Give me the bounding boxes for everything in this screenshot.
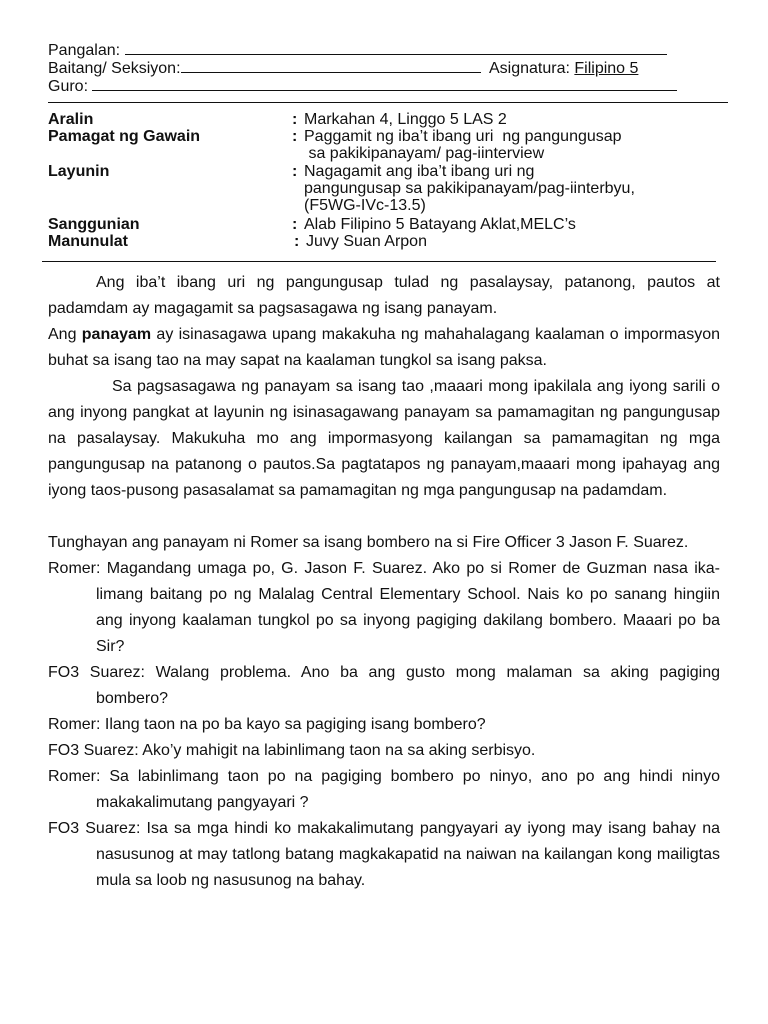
spacer [48,504,720,530]
pamagat-label: Pamagat ng Gawain [48,128,201,145]
colon: : [292,216,298,233]
grade-section-label: Baitang/ Seksiyon: [48,60,181,77]
manunulat-label: Manunulat [48,233,128,250]
manunulat-value: Juvy Suan Arpon [306,233,427,250]
dialogue-line: Romer: Magandang umaga po, G. Jason F. Suarez. Ako po si Romer de Guzman nasa ika-limang baitang po ng Malalag Central Elementary School. Nais ko po sanang hingiin ang inyong kaalaman tungkol po sa inyong pagiging dakilang bombero. Maaari po ba Sir? [48,560,720,655]
name-field-row [48,40,698,60]
dialogue-line: FO3 Suarez: Isa sa mga hindi ko makakalimutang pangyayari ay iyong may isang bahay na nasusunog at may tatlong batang magkakapatid na naiwan na kailangan kong mailigtas mula sa loob ng nasusunog na bahay. [48,820,720,889]
header-divider-bottom [42,261,716,262]
dialogue-line: FO3 Suarez: Ako’y mahigit na labinlimang taon na sa aking serbisyo. [48,742,536,759]
paragraph-intro: Ang iba’t ibang uri ng pangungusap tulad ng pasalaysay, patanong, pautos at padamdam ay magagamit sa pagsasagawa ng isang panayam. [48,274,720,317]
name-blank-line[interactable] [125,40,667,55]
teacher-label: Guro: [48,78,89,95]
teacher-field-row [48,76,698,96]
colon: : [292,128,298,145]
grade-section-blank-line[interactable] [181,58,481,73]
colon: : [292,111,298,128]
paragraph-interview-intro: Tunghayan ang panayam ni Romer sa isang bombero na si Fire Officer 3 Jason F. Suarez. [48,534,689,551]
aralin-value: Markahan 4, Linggo 5 LAS 2 [304,111,507,128]
aralin-label: Aralin [48,111,94,128]
layunin-label: Layunin [48,163,110,180]
teacher-blank-line[interactable] [92,76,677,91]
panayam-definition-text: ay isinasagawa upang makakuha ng mahahalagang kaalaman o impormasyon buhat sa isang tao na may sapat na kaalaman tungkol sa isang paksa. [48,326,720,369]
pamagat-value: Paggamit ng iba’t ibang uri ng pangungusap sa pakikipanayam/ pag-iinterview [304,128,622,162]
name-label: Pangalan: [48,42,121,59]
panayam-prefix: Ang [48,326,82,343]
colon: : [292,163,298,180]
dialogue-line: FO3 Suarez: Walang problema. Ano ba ang gusto mong malaman sa aking pagiging bombero? [48,664,720,707]
sanggunian-label: Sanggunian [48,216,140,233]
paragraph-panayam-definition [48,322,720,374]
sanggunian-value: Alab Filipino 5 Batayang Aklat,MELC’s [304,216,576,233]
subject-value: Filipino 5 [574,60,639,77]
paragraph-interview-steps: Sa pagsasagawa ng panayam sa isang tao ,maaari mong ipakilala ang iyong sarili o ang inyong pangkat at layunin ng isinasagawang panayam sa pamamagitan ng pangungusap na pasalaysay. Makukuha mo ang impormasyong kailangan sa pamamagitan ng mga pangungusap na patanong o pautos.Sa pagtatapos ng panayam,maaari mong ipahayag ang iyong taos-pusong pasasalamat sa pamamagitan ng mga pangungusap na padamdam. [48,378,720,499]
subject-label: Asignatura: [488,60,570,77]
dialogue-line: Romer: Ilang taon na po ba kayo sa pagiging isang bombero? [48,716,486,733]
panayam-term: panayam [81,326,152,343]
colon: : [294,233,300,250]
grade-field-row [48,58,698,78]
dialogue-line: Romer: Sa labinlimang taon po na pagiging bombero po ninyo, ano po ang hindi ninyo makakalimutang pangyayari ? [48,768,720,811]
lesson-body [48,270,720,894]
header-divider-top [48,102,728,103]
layunin-value: Nagagamit ang iba’t ibang uri ng pangungusap sa pakikipanayam/pag-iinterbyu, (F5WG-IVc-13.5) [304,163,635,214]
